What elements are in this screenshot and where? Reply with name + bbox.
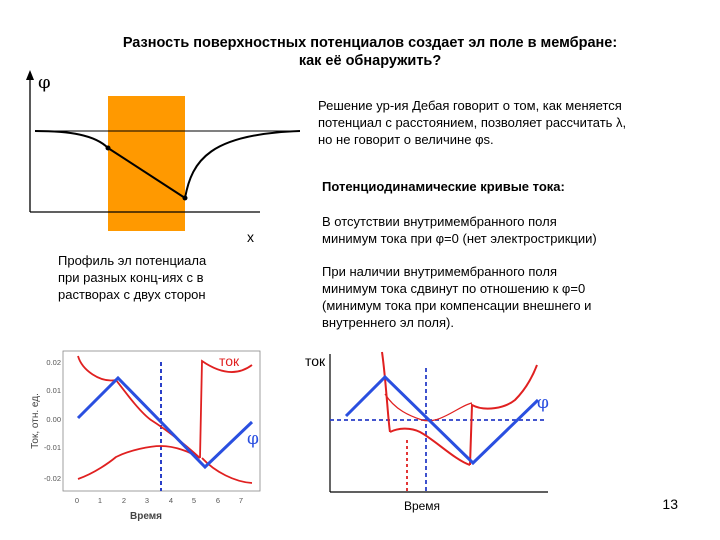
- potential-profile-caption: Профиль эл потенциала при разных конц-иях c в растворах с двух сторон: [58, 253, 207, 302]
- current-curve-lower: [78, 446, 200, 479]
- current-curve-rise: [470, 365, 537, 465]
- x-tick-label: 6: [215, 496, 221, 505]
- surface-point-left: [106, 146, 111, 151]
- x-axis-label: Время: [130, 511, 162, 522]
- x-axis-label: x: [247, 229, 254, 245]
- x-tick-label: 7: [238, 496, 244, 505]
- debye-note: Решение ур-ия Дебая говорит о том, как меняется потенциал с расстоянием, позволяет рассчитать λ, но не говорит о величине φs.: [318, 98, 627, 147]
- x-tick-label: 4: [168, 496, 174, 505]
- potential-profile-diagram: [0, 0, 300, 250]
- phi-axis-arrow: [26, 70, 34, 80]
- current-plot-with-field: [290, 335, 590, 535]
- x-axis-label: Время: [403, 499, 441, 513]
- potential-sweep-line: [78, 378, 252, 467]
- current-label: ток: [219, 353, 240, 369]
- current-curve-inner: [385, 394, 472, 421]
- potentiodynamic-heading: Потенциодинамические кривые тока:: [322, 179, 565, 194]
- phi-label: φ: [247, 429, 259, 449]
- x-tick-label: 1: [97, 496, 103, 505]
- current-label: ток: [305, 353, 326, 369]
- phi-axis-label: φ: [38, 72, 51, 93]
- y-tick-label: -0.01: [43, 443, 61, 452]
- y-tick-label: 0.01: [46, 386, 61, 395]
- x-tick-label: 3: [144, 496, 150, 505]
- y-tick-label: -0.02: [43, 474, 61, 483]
- membrane-region: [108, 96, 185, 231]
- phi-label: φ: [537, 393, 549, 413]
- current-curve-jump-up: [200, 361, 252, 458]
- y-tick-label: 0.02: [46, 358, 61, 367]
- slide-title: Разность поверхностных потенциалов создает эл поле в мембране: как её обнаружить?: [122, 35, 618, 69]
- potential-right-tail: [185, 131, 300, 198]
- x-tick-label: 5: [191, 496, 197, 505]
- y-tick-label: 0.00: [46, 415, 61, 424]
- x-tick-label: 0: [74, 496, 80, 505]
- surface-point-right: [183, 196, 188, 201]
- case-no-field: В отсутствии внутримембранного поля минимум тока при φ=0 (нет электрострикции): [322, 214, 597, 246]
- case-with-field: При наличии внутримембранного поля минимум тока сдвинут по отношению к φ=0 (минимум тока при компенсации внешнего и внутреннего эл поля).: [322, 264, 592, 330]
- page-number: 13: [662, 496, 678, 512]
- y-axis-label: Ток, отн. ед.: [30, 393, 41, 449]
- current-plot-no-field: [0, 335, 290, 535]
- potential-left-tail: [35, 131, 108, 148]
- x-tick-label: 2: [121, 496, 127, 505]
- current-curve-upper-left: [78, 356, 116, 380]
